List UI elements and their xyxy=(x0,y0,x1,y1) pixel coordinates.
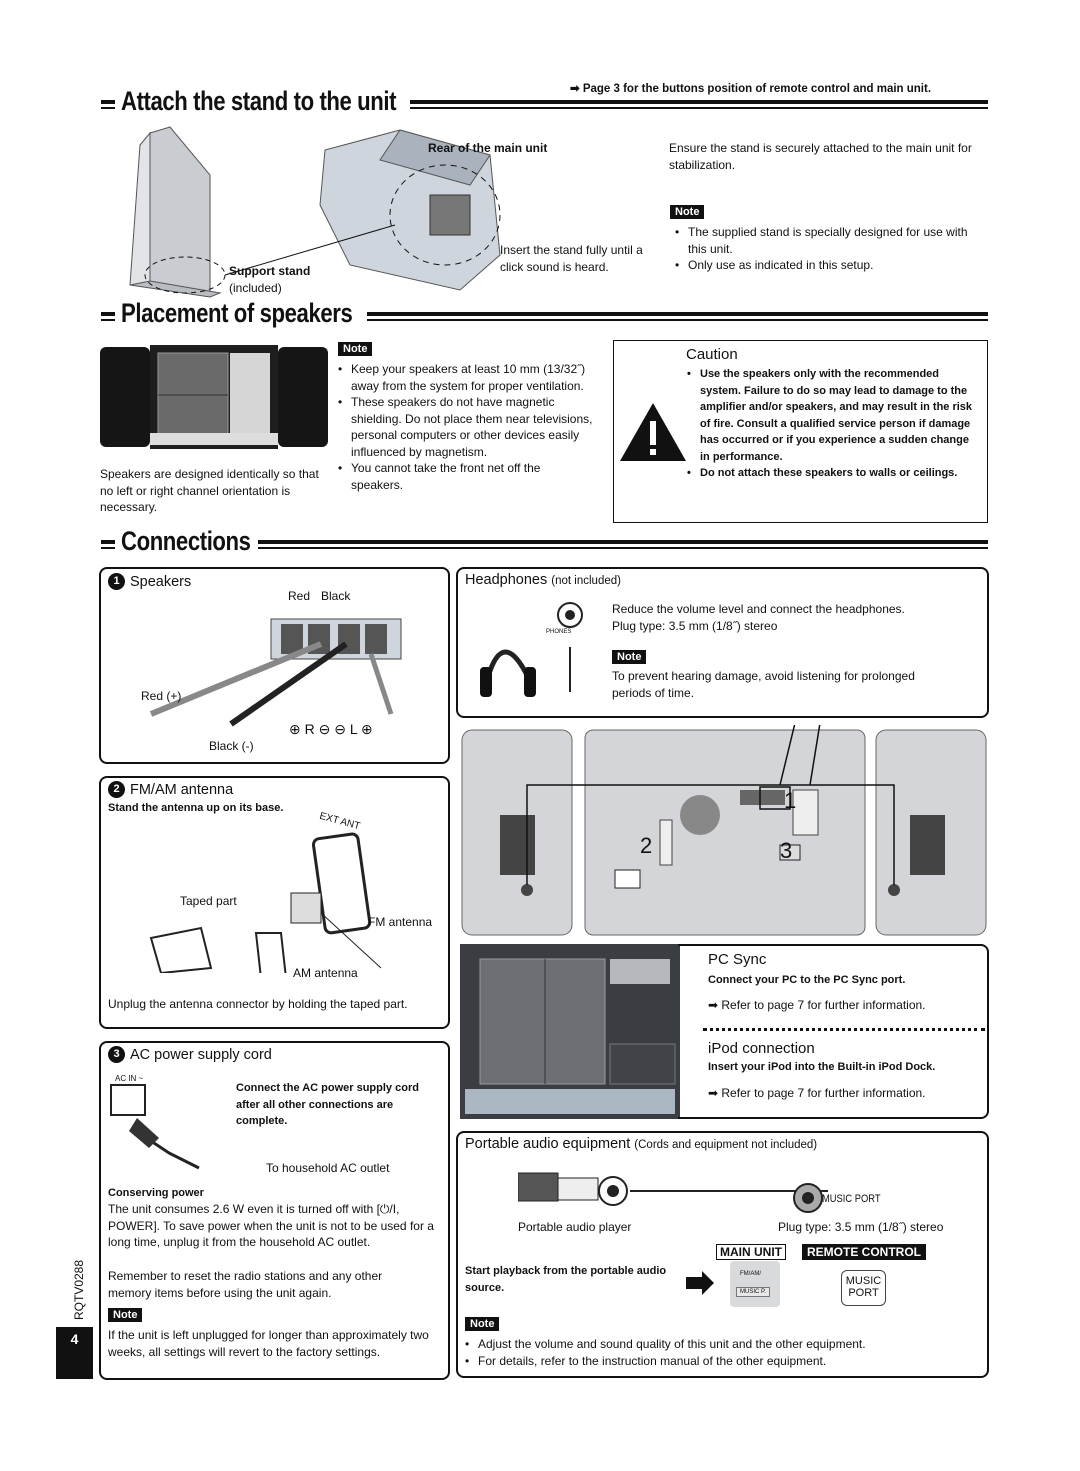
note-label: Note xyxy=(338,342,372,356)
step-number: 3 xyxy=(108,1046,125,1063)
conserving-text: The unit consumes 2.6 W even it is turned off with [⏻/I, POWER]. To save power when the unit is not to be used for a long time, unplug it from the household AC outlet. xyxy=(108,1202,434,1249)
black-minus-label: Black (-) xyxy=(209,739,254,753)
phones-label: PHONES xyxy=(546,629,572,635)
terminal-polarity: ⊕ R ⊖ ⊖ L ⊕ xyxy=(289,721,373,737)
caution-box xyxy=(613,340,988,523)
heading-rule xyxy=(367,312,988,321)
start-playback-text: Start playback from the portable audio source. xyxy=(465,1265,667,1294)
reset-text: Remember to reset the radio stations and any other memory items before using the unit again. xyxy=(108,1269,383,1300)
portable-plug-type: Plug type: 3.5 mm (1/8˝) stereo xyxy=(778,1220,944,1234)
ac-in-label: AC IN ~ xyxy=(115,1074,144,1083)
ext-ant-label: EXT ANT xyxy=(318,810,362,833)
household-outlet-label: To household AC outlet xyxy=(266,1161,390,1175)
step-number: 1 xyxy=(108,573,125,590)
page-reference: ➡ Page 3 for the buttons position of remote control and main unit. xyxy=(570,83,932,95)
headphones-box xyxy=(456,567,989,718)
headphones-text: Reduce the volume level and connect the headphones. xyxy=(612,602,905,616)
speakers-identical-text: Speakers are designed identically so that no left or right channel orientation is necessary. xyxy=(100,467,319,514)
antenna-title: FM/AM antenna xyxy=(130,782,234,798)
headphones-note-text: To prevent hearing damage, avoid listening for prolonged periods of time. xyxy=(612,669,915,700)
main-unit-label: MAIN UNIT xyxy=(716,1244,786,1260)
rear-panel-illustration xyxy=(460,725,988,940)
note-item: • Only use as indicated in this setup. xyxy=(675,257,980,274)
fm-antenna-label: FM antenna xyxy=(368,915,433,929)
red-plus-label: Red (+) xyxy=(141,689,182,703)
ipod-ref: ➡ Refer to page 7 for further information. xyxy=(708,1086,926,1100)
unplug-antenna-text: Unplug the antenna connector by holding the taped part. xyxy=(108,997,408,1011)
note-item: • Keep your speakers at least 10 mm (13/32˝) away from the system for proper ventilation. xyxy=(338,361,593,394)
note-label: Note xyxy=(465,1317,499,1331)
stand-notes xyxy=(675,224,980,274)
note-item: • For details, refer to the instruction manual of the other equipment. xyxy=(465,1353,980,1370)
heading-marker xyxy=(101,540,115,549)
page-number: 4 xyxy=(56,1327,93,1379)
note-item: • The supplied stand is specially designed for use with this unit. xyxy=(675,224,980,257)
portable-player-label: Portable audio player xyxy=(518,1220,632,1234)
pcsync-ref: ➡ Refer to page 7 for further information. xyxy=(708,998,926,1012)
caution-list xyxy=(687,366,979,482)
caution-title: Caution xyxy=(686,346,738,363)
red-label: Red xyxy=(288,589,311,603)
ensure-stand-text: Ensure the stand is securely attached to the main unit for stabilization. xyxy=(669,141,972,172)
plug-type-text: Plug type: 3.5 mm (1/8˝) stereo xyxy=(612,619,778,633)
music-port-btn-line2: PORT xyxy=(848,1287,879,1299)
taped-part-label: Taped part xyxy=(180,894,237,908)
caution-item: • Use the speakers only with the recommended system. Failure to do so may lead to damage to the amplifier and/or speakers, and may result in the risk of fire. Consult a qualified service person if damage has occurred or if you experience a sudden change in performance. xyxy=(687,366,979,465)
music-port-remote-button[interactable] xyxy=(841,1270,886,1306)
speakers-title: Speakers xyxy=(130,574,192,590)
divider xyxy=(703,1028,985,1031)
heading-rule xyxy=(258,540,988,549)
antenna-box xyxy=(99,776,450,1029)
step-number: 2 xyxy=(108,781,125,798)
ac-power-box xyxy=(99,1041,450,1380)
arrow-right-icon xyxy=(686,1271,716,1295)
insert-stand-text: Insert the stand fully until a click sound is heard. xyxy=(500,243,643,274)
front-unit-illustration xyxy=(460,944,680,1119)
portable-title: Portable audio equipment xyxy=(465,1136,631,1152)
callout-2: 2 xyxy=(640,833,653,858)
note-item: • Adjust the volume and sound quality of this unit and the other equipment. xyxy=(465,1336,980,1353)
speaker-system-image xyxy=(100,345,328,450)
conserving-title: Conserving power xyxy=(108,1187,204,1199)
music-port-label: MUSIC PORT xyxy=(822,1193,881,1205)
warning-icon xyxy=(618,401,688,463)
note-label: Note xyxy=(670,205,704,219)
remote-control-label: REMOTE CONTROL xyxy=(802,1244,926,1260)
portable-audio-box xyxy=(456,1131,989,1378)
ac-note-text: If the unit is left unplugged for longer than approximately two weeks, all settings will revert to the factory settings. xyxy=(108,1328,429,1359)
support-stand-label: Support stand xyxy=(229,264,311,278)
section-title-connections: Connections xyxy=(121,526,251,556)
ipod-insert-text: Insert your iPod into the Built-in iPod Dock. xyxy=(708,1061,936,1073)
note-label: Note xyxy=(108,1308,142,1322)
portable-sub: (Cords and equipment not included) xyxy=(634,1139,818,1151)
headphones-diagram xyxy=(478,597,608,707)
pcsync-box xyxy=(678,944,989,1119)
heading-marker xyxy=(101,100,115,109)
pcsync-connect-text: Connect your PC to the PC Sync port. xyxy=(708,974,906,986)
connect-ac-text: Connect the AC power supply cord after all other connections are complete. xyxy=(236,1082,419,1127)
music-p-button[interactable]: MUSIC P. xyxy=(736,1287,770,1297)
main-unit-button-panel xyxy=(730,1261,780,1307)
speakers-box xyxy=(99,567,450,764)
included-label: (included) xyxy=(229,281,282,295)
fmam-label: FM/AM/ xyxy=(740,1271,761,1277)
ac-title: AC power supply cord xyxy=(130,1047,272,1063)
section-title-stand: Attach the stand to the unit xyxy=(121,86,397,116)
stand-antenna-text: Stand the antenna up on its base. xyxy=(108,802,284,814)
caution-item: • Do not attach these speakers to walls or ceilings. xyxy=(687,465,979,482)
headphones-sub: (not included) xyxy=(551,575,621,587)
callout-1: 1 xyxy=(784,788,797,813)
am-antenna-label: AM antenna xyxy=(293,966,358,980)
placement-notes xyxy=(338,361,593,493)
heading-marker xyxy=(101,312,115,321)
heading-rule xyxy=(410,100,988,109)
note-item: • You cannot take the front net off the speakers. xyxy=(338,460,593,493)
note-label: Note xyxy=(612,650,646,664)
headphones-title: Headphones xyxy=(465,572,548,588)
callout-3: 3 xyxy=(780,838,793,863)
music-port-btn-line1: MUSIC xyxy=(845,1275,882,1287)
note-item: • These speakers do not have magnetic shielding. Do not place them near televisions, personal computers or other devices easily influenced by magnetism. xyxy=(338,394,593,460)
pcsync-title: PC Sync xyxy=(708,951,767,968)
rear-main-unit-label: Rear of the main unit xyxy=(428,141,548,155)
ipod-title: iPod connection xyxy=(708,1040,815,1057)
black-label: Black xyxy=(321,589,351,603)
document-code: RQTV0288 xyxy=(72,1259,86,1320)
portable-notes xyxy=(465,1336,980,1369)
section-title-placement: Placement of speakers xyxy=(121,298,353,328)
